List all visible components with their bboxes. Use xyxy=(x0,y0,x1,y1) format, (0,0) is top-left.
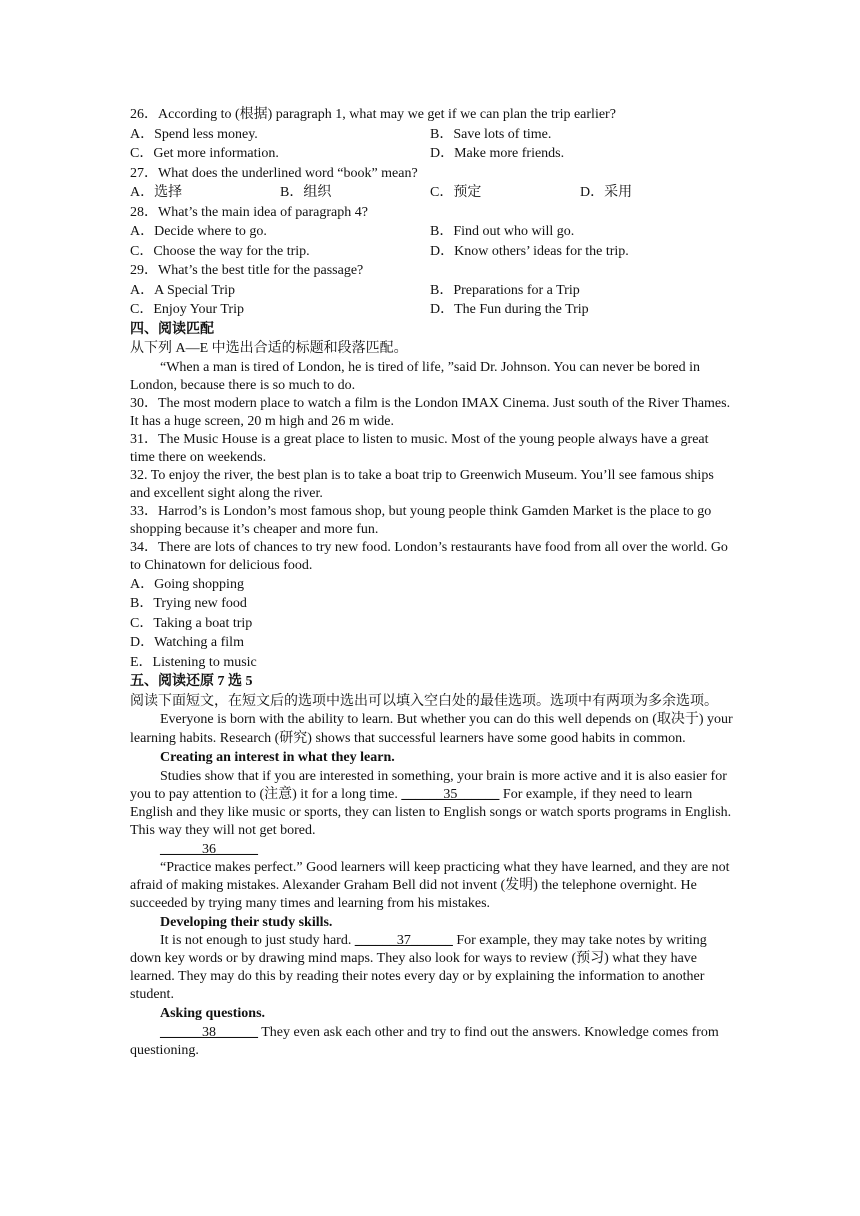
passage-paragraph-1: Everyone is born with the ability to learn. But whether you can do this well depends on (取决于) your learning habits. Research (研究) shows that successful learners have some good habits in common. xyxy=(130,712,733,746)
paragraph-2-text-after: For example, if they need to learn English and they like music or sports, they can listen to English songs or watch sports programs in English. This way they will not get bored. xyxy=(130,786,732,838)
blank-37: ______37______ xyxy=(354,933,453,948)
question-26-stem: 26．According to (根据) paragraph 1, what may we get if we can plan the trip earlier? xyxy=(130,107,616,122)
passage-paragraph-5 xyxy=(130,1024,734,1060)
paragraph-4-text-before: It is not enough to just study hard. xyxy=(160,933,355,948)
passage-paragraph-3: “Practice makes perfect.” Good learners will keep practicing what they have learned, and they are not afraid of making mistakes. Alexander Graham Bell did not invent (发明) the telephone overnight. He succeeded by trying many times and learning from his mistakes. xyxy=(130,859,730,911)
option-26-d: D．Make more friends. xyxy=(430,146,565,161)
match-option-d: D．Watching a film xyxy=(130,635,244,650)
question-26-options-2 xyxy=(130,144,734,164)
question-28-options xyxy=(130,222,734,242)
blank-36: ______36______ xyxy=(160,841,258,857)
section-5-title: 五、阅读还原 7 选 5 xyxy=(130,674,253,689)
option-29-b: B．Preparations for a Trip xyxy=(430,282,580,298)
worksheet-content xyxy=(130,105,734,1060)
option-27-d: D．采用 xyxy=(580,185,633,200)
match-option-c: C．Taking a boat trip xyxy=(130,615,253,631)
section-4-intro: “When a man is tired of London, he is tired of life, ”said Dr. Johnson. You can never be bored in London, because there is so much to do. xyxy=(130,359,701,393)
question-29-options-2 xyxy=(130,300,734,320)
passage-heading-1: Creating an interest in what they learn. xyxy=(160,750,395,765)
option-28-d: D．Know others’ ideas for the trip. xyxy=(430,243,629,259)
paragraph-5-text-after: They even ask each other and try to find out the answers. Knowledge comes from questioning. xyxy=(130,1024,719,1058)
paragraph-4-text-after: For example, they may take notes by writing down key words or by drawing mind maps. They also look for ways to review (预习) what they have learned. They may do this by reading their notes every day or by explaining the information to another student. xyxy=(130,933,707,1002)
section-5-instruction: 阅读下面短文，在短文后的选项中选出可以填入空白处的最佳选项。选项中有两项为多余选项。 xyxy=(130,693,718,709)
option-29-c: C．Enjoy Your Trip xyxy=(130,302,244,317)
blank-38: ______38______ xyxy=(160,1024,258,1040)
question-28-stem: 28．What’s the main idea of paragraph 4? xyxy=(130,204,368,220)
section-4-instruction: 从下列 A—E 中选出合适的标题和段落匹配。 xyxy=(130,341,408,356)
option-27-c: C．预定 xyxy=(430,185,482,200)
option-26-a: A．Spend less money. xyxy=(130,126,258,142)
match-option-a: A．Going shopping xyxy=(130,576,244,592)
question-27-stem: 27．What does the underlined word “book” mean? xyxy=(130,165,418,181)
match-option-e: E．Listening to music xyxy=(130,654,257,670)
option-29-a: A．A Special Trip xyxy=(130,282,236,298)
option-28-c: C．Choose the way for the trip. xyxy=(130,243,310,259)
paragraph-2-text-before: Studies show that if you are interested in something, your brain is more active and it is also easier for you to pay attention to (注意) it for a long time. xyxy=(130,768,727,802)
passage-paragraph-4 xyxy=(130,932,734,1004)
option-26-c: C．Get more information. xyxy=(130,146,279,161)
match-item-30: 30．The most modern place to watch a film is the London IMAX Cinema. Just south of the River Thames. It has a huge screen, 20 m high and 26 m wide. xyxy=(130,395,731,429)
option-28-a: A．Decide where to go. xyxy=(130,224,267,239)
passage-paragraph-2 xyxy=(130,768,734,840)
match-option-b: B．Trying new food xyxy=(130,596,247,611)
match-item-34: 34．There are lots of chances to try new food. London’s restaurants have food from all over the world. Go to Chinatown for delicious food. xyxy=(130,539,728,573)
passage-heading-2: Developing their study skills. xyxy=(160,914,333,930)
match-item-31: 31．The Music House is a great place to listen to music. Most of the young people always have a great time there on weekends. xyxy=(130,431,709,465)
option-27-a: A．选择 xyxy=(130,185,183,200)
option-26-b: B．Save lots of time. xyxy=(430,126,552,142)
question-28-options-2 xyxy=(130,242,734,262)
question-29-stem: 29．What’s the best title for the passage? xyxy=(130,263,364,278)
passage-heading-3: Asking questions. xyxy=(160,1006,266,1021)
section-4-title: 四、阅读匹配 xyxy=(130,321,214,337)
option-28-b: B．Find out who will go. xyxy=(430,224,575,239)
option-29-d: D．The Fun during the Trip xyxy=(430,302,589,317)
blank-35: ______35______ xyxy=(401,786,500,802)
match-item-32: 32. To enjoy the river, the best plan is to take a boat trip to Greenwich Museum. You’ll see famous ships and excellent sight along the river. xyxy=(130,467,714,501)
match-item-33: 33．Harrod’s is London’s most famous shop, but young people think Gamden Market is the place to go shopping because it’s cheaper and more fun. xyxy=(130,503,712,537)
question-26-options xyxy=(130,125,734,145)
question-29-options xyxy=(130,281,734,301)
passage-blank-line-36 xyxy=(130,840,734,859)
question-27-options xyxy=(130,183,734,203)
option-27-b: B．组织 xyxy=(280,185,332,200)
